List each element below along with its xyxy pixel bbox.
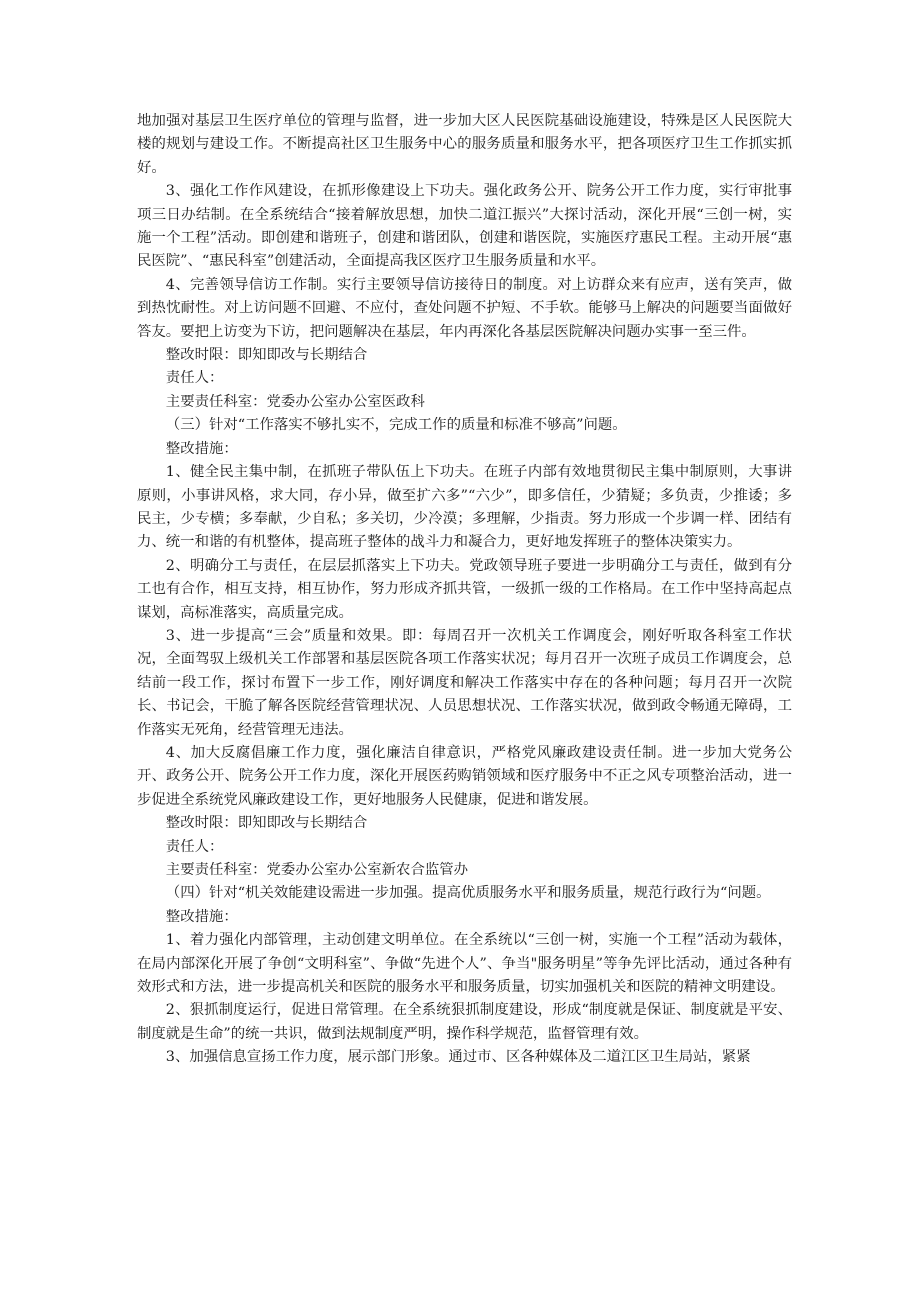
measures-label-2: 整改措施： bbox=[165, 908, 238, 925]
paragraph-measure-4: 4、加大反腐倡廉工作力度，强化廉洁自律意识，严格党风廉政建设责任制。进一步加大党务公开、政务公开、院务公开工作力度，深化开展医药购销领域和医疗服务中不正之风专项整治活动，进一步促进全系统党风廉政建设工作，更好地服务人民健康，促进和谐发展。 bbox=[137, 744, 792, 808]
deadline-line-1: 整改时限：即知即改与长期结合 bbox=[165, 347, 368, 364]
section-heading-4: （四）针对“机关效能建设需进一步加强。提高优质服务水平和服务质量，规范行政行为“问题。 bbox=[165, 885, 771, 902]
paragraph-measure-3: 3、进一步提高“三会”质量和效果。即：每周召开一次机关工作调度会，刚好听取各科室工作状况，全面驾驭上级机关工作部署和基层医院各项工作落实状况；每月召开一次班子成员工作调度会，总结前一段工作，探讨布置下一步工作，刚好调度和解决工作落实中存在的各种问题；每月召开一次院长、书记会，干脆了解各医院经营管理状况、人员思想状况、工作落实状况，做到政令畅通无障碍，工作落实无死角，经营管理无违法。 bbox=[137, 627, 792, 738]
paragraph-3: 4、完善领导信访工作制。实行主要领导信访接待日的制度。对上访群众来有应声，送有笑声，做到热忱耐性。对上访问题不回避、不应付，查处问题不护短、不手软。能够马上解决的问题要当面做好答友。要把上访变为下访，把问题解决在基层，年内再深化各基层医院解决问题办实事一至三件。 bbox=[137, 276, 792, 340]
section-heading-3: （三）针对“工作落实不够扎实不，完成工作的质量和标准不够高”问题。 bbox=[165, 417, 627, 434]
responsible-person-line-2: 责任人： bbox=[165, 838, 224, 855]
paragraph-measure-1: 1、健全民主集中制，在抓班子带队伍上下功夫。在班子内部有效地贯彻民主集中制原则，大事讲原则，小事讲风格，求大同，存小异，做至扩六多”“六少”，即多信任，少猜疑；多负责，少推诿；多民主，少专横；多奉献，少自私；多关切，少冷漠；多理解，少指责。努力形成一个步调一样、团结有力、统一和谐的有机整体，提高班子整体的战斗力和凝合力，更好地发挥班子的整体决策实力。 bbox=[137, 464, 792, 551]
responsible-office-line-2: 主要责任科室：党委办公室办公室新农合监管办 bbox=[165, 862, 469, 878]
paragraph-measure-7: 3、加强信息宣扬工作力度，展示部门形象。通过市、区各种媒体及二道江区卫生局站，紧紧 bbox=[165, 1049, 751, 1066]
measures-label-1: 整改措施： bbox=[165, 440, 238, 457]
document-page bbox=[137, 110, 792, 1070]
deadline-line-2: 整改时限：即知即改与长期结合 bbox=[165, 815, 368, 832]
paragraph-measure-6: 2、狠抓制度运行，促进日常管理。在全系统狠抓制度建设，形成“制度就是保证、制度就是平安、制度就是生命”的统一共识，做到法规制度严明，操作科学规范，监督管理有效。 bbox=[137, 1002, 792, 1042]
paragraph-2: 3、强化工作作风建设，在抓形像建设上下功夫。强化政务公开、院务公开工作力度，实行审批事项三日办结制。在全系统结合“接着解放思想，加快二道江振兴”大探讨活动，深化开展“三创一树，实施一个工程”活动。即创建和谐班子，创建和谐团队，创建和谐医院，实施医疗惠民工程。主动开展“惠民医院”、“惠民科室”创建活动，全面提高我区医疗卫生服务质量和水平。 bbox=[137, 183, 792, 270]
paragraph-1: 地加强对基层卫生医疗单位的管理与监督，进一步加大区人民医院基础设施建设，特殊是区人民医院大楼的规划与建设工作。不断提高社区卫生服务中心的服务质量和服务水平，把各项医疗卫生工作抓实抓好。 bbox=[137, 113, 792, 176]
paragraph-measure-2: 2、明确分工与责任，在层层抓落实上下功夫。党政领导班子要进一步明确分工与责任，做到有分工也有合作，相互支持，相互协作，努力形成齐抓共管，一级抓一级的工作格局。在工作中坚持高起点谋划，高标准落实，高质量完成。 bbox=[137, 557, 792, 621]
responsible-person-line-1: 责任人： bbox=[165, 370, 224, 387]
responsible-office-line-1: 主要责任科室：党委办公室办公室医政科 bbox=[165, 393, 425, 410]
paragraph-measure-5: 1、着力强化内部管理，主动创建文明单位。在全系统以“三创一树，实施一个工程”活动为载体，在局内部深化开展了争创“文明科室”、争做“先进个人”、争当"服务明星”等争先评比活动，通过各种有效形式和方法，进一步提高机关和医院的服务水平和服务质量，切实加强机关和医院的精神文明建设。 bbox=[137, 932, 792, 996]
